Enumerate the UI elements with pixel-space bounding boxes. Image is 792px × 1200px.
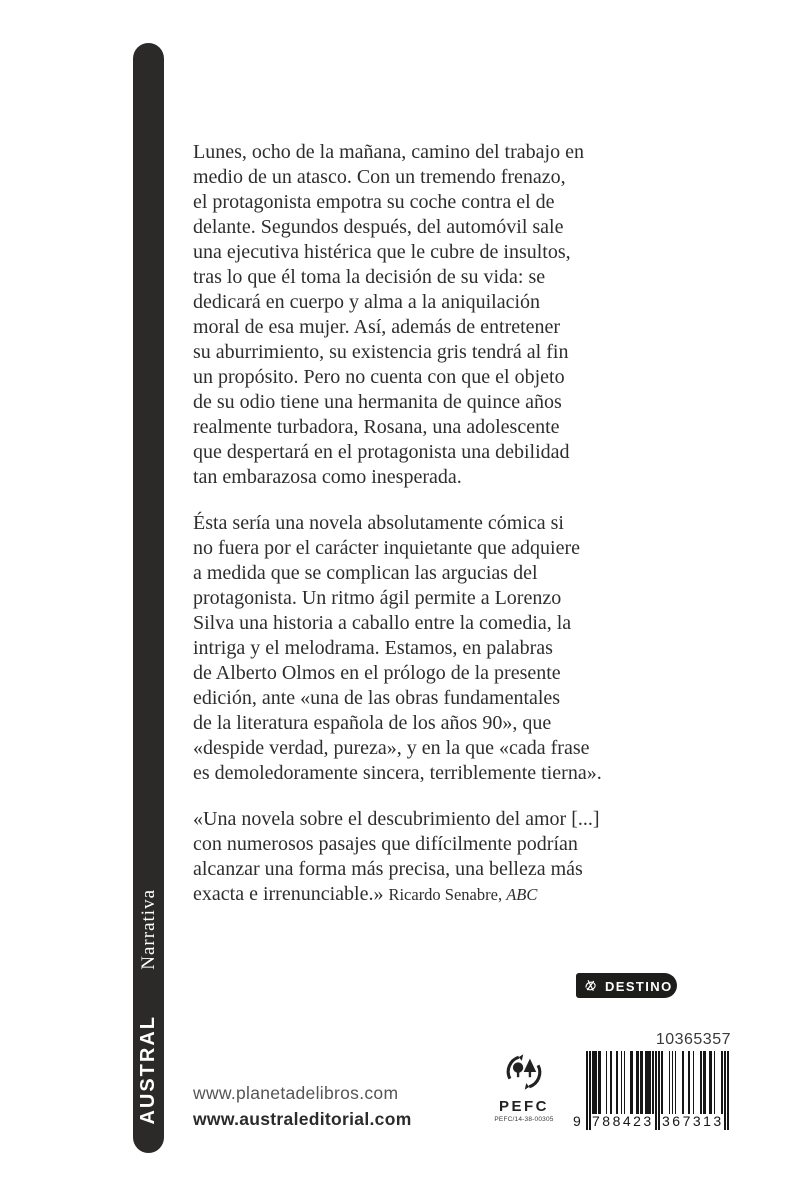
synopsis-paragraph bbox=[193, 511, 602, 786]
spine-category-label: Narrativa bbox=[137, 888, 159, 970]
isbn-digits bbox=[570, 1113, 732, 1130]
isbn-group-1: 788423 bbox=[592, 1113, 654, 1129]
quote-last-text: exacta e irrenunciable.» bbox=[193, 883, 389, 905]
text-line: delante. Segundos después, del automóvil sale bbox=[193, 216, 564, 238]
text-line: Ésta sería una novela absolutamente cómica si bbox=[193, 512, 564, 534]
text-line: tan embarazosa como inesperada. bbox=[193, 466, 462, 488]
text-line: dedicará en cuerpo y alma a la aniquilación bbox=[193, 291, 541, 313]
text-line: protagonista. Un ritmo ágil permite a Lorenzo bbox=[193, 587, 562, 609]
pefc-cert-number: PEFC/14-38-00305 bbox=[494, 1116, 554, 1123]
text-line: no fuera por el carácter inquietante que adquiere bbox=[193, 537, 581, 559]
publisher-badge bbox=[576, 973, 677, 998]
text-line: es demoledoramente sincera, terriblemente tierna». bbox=[193, 762, 602, 784]
publisher-urls bbox=[193, 1083, 412, 1130]
text-line: edición, ante «una de las obras fundamentales bbox=[193, 687, 561, 709]
publisher-badge-label: DESTINO bbox=[605, 978, 673, 994]
isbn-group-2: 367313 bbox=[662, 1113, 724, 1129]
quote-attribution-source: ABC bbox=[506, 885, 538, 904]
pefc-label: PEFC bbox=[498, 1098, 549, 1115]
text-line: realmente turbadora, Rosana, una adolescente bbox=[193, 416, 560, 438]
destino-logo-icon bbox=[583, 978, 598, 993]
text-line: el protagonista empotra su coche contra el de bbox=[193, 191, 555, 213]
quote-line: con numerosos pasajes que difícilmente podrían bbox=[193, 833, 578, 855]
text-line: a medida que se complican las argucias del bbox=[193, 562, 538, 584]
text-line: de la literatura española de los años 90», que bbox=[193, 712, 552, 734]
text-line: tras lo que él toma la decisión de su vida: se bbox=[193, 266, 546, 288]
url-planetadelibros: www.planetadelibros.com bbox=[193, 1083, 399, 1103]
text-line: medio de un atasco. Con un tremendo frenazo, bbox=[193, 166, 566, 188]
text-line: una ejecutiva histérica que le cubre de insultos, bbox=[193, 241, 571, 263]
quote-line: alcanzar una forma más precisa, una belleza más bbox=[193, 858, 583, 880]
pefc-certification bbox=[491, 1052, 557, 1123]
review-quote bbox=[193, 807, 602, 907]
text-line: que despertará en el protagonista una debilidad bbox=[193, 441, 570, 463]
quote-attribution: Ricardo Senabre, bbox=[388, 885, 507, 904]
spine-bar bbox=[133, 43, 164, 1153]
text-line: intriga y el melodrama. Estamos, en palabras bbox=[193, 637, 553, 659]
text-line: moral de esa mujer. Así, además de entretener bbox=[193, 316, 561, 338]
text-line: «despide verdad, pureza», y en la que «cada frase bbox=[193, 737, 590, 759]
pefc-trees-icon bbox=[501, 1079, 547, 1096]
back-cover-text bbox=[193, 140, 602, 928]
text-line: su aburrimiento, su existencia gris tendrá al fin bbox=[193, 341, 569, 363]
barcode-block bbox=[570, 1031, 732, 1130]
text-line: de su odio tiene una hermanita de quince años bbox=[193, 391, 562, 413]
product-code: 10365357 bbox=[655, 1031, 731, 1048]
synopsis-paragraph bbox=[193, 140, 602, 490]
quote-line: «Una novela sobre el descubrimiento del amor [...] bbox=[193, 808, 600, 830]
text-line: de Alberto Olmos en el prólogo de la presente bbox=[193, 662, 561, 684]
text-line: Silva una historia a caballo entre la comedia, la bbox=[193, 612, 572, 634]
url-australeditorial: www.australeditorial.com bbox=[193, 1109, 412, 1129]
text-line: un propósito. Pero no cuenta con que el objeto bbox=[193, 366, 565, 388]
ean13-barcode bbox=[570, 1051, 732, 1130]
isbn-first-digit: 9 bbox=[573, 1113, 581, 1129]
spine-brand-label: AUSTRAL bbox=[137, 1015, 159, 1125]
synopsis bbox=[193, 140, 602, 786]
quote-last-line bbox=[193, 882, 602, 907]
text-line: Lunes, ocho de la mañana, camino del trabajo en bbox=[193, 141, 584, 163]
